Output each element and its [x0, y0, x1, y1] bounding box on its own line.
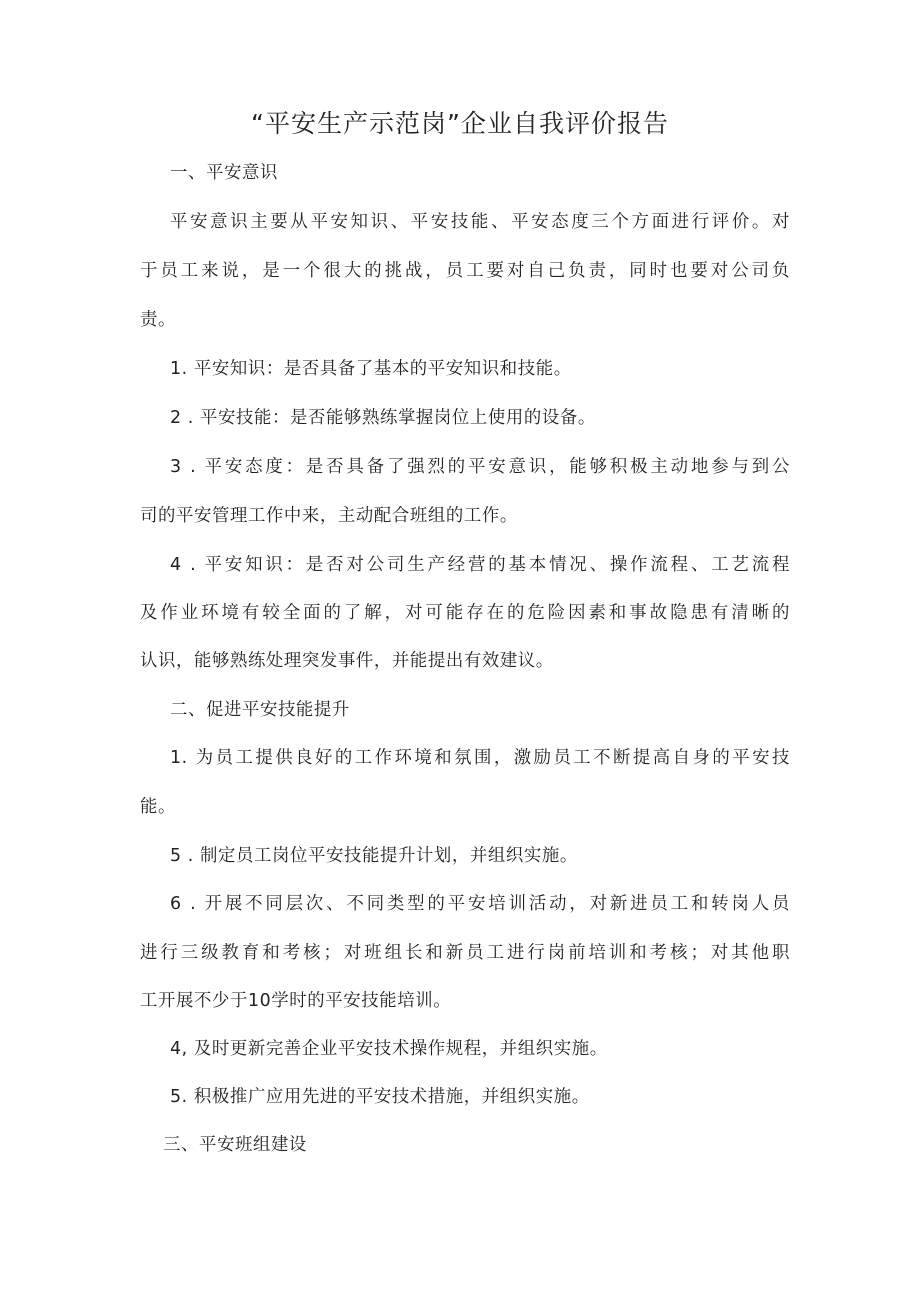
- list-item: 4 . 平安知识：是否对公司生产经营的基本情况、操作流程、工艺流程: [170, 555, 790, 575]
- paragraph-line: 工开展不少于10学时的平安技能培训。: [140, 991, 452, 1011]
- document-title: “平安生产示范岗”企业自我评价报告: [251, 109, 669, 138]
- list-item: 2 . 平安技能：是否能够熟练掌握岗位上使用的设备。: [170, 408, 596, 428]
- list-item: 5. 积极推广应用先进的平安技术措施，并组织实施。: [170, 1087, 590, 1107]
- list-item: 5 . 制定员工岗位平安技能提升计划，并组织实施。: [170, 846, 578, 866]
- paragraph-line: 责。: [140, 310, 176, 330]
- paragraph-line: 于员工来说，是一个很大的挑战，员工要对自己负责，同时也要对公司负: [140, 261, 790, 281]
- paragraph-line: 能。: [140, 797, 176, 817]
- section-heading-2: 二、促进平安技能提升: [170, 700, 350, 720]
- list-item: 1. 平安知识：是否具备了基本的平安知识和技能。: [170, 359, 572, 379]
- list-item: 3 . 平安态度：是否具备了强烈的平安意识，能够积极主动地参与到公: [170, 457, 790, 477]
- section-heading-3: 三、平安班组建设: [163, 1135, 307, 1155]
- paragraph-line: 司的平安管理工作中来，主动配合班组的工作。: [140, 506, 518, 526]
- section-heading-1: 一、平安意识: [170, 163, 278, 183]
- paragraph-line: 进行三级教育和考核；对班组长和新员工进行岗前培训和考核；对其他职: [140, 943, 790, 963]
- paragraph-line: 认识，能够熟练处理突发事件，并能提出有效建议。: [140, 651, 554, 671]
- paragraph-line: 及作业环境有较全面的了解，对可能存在的危险因素和事故隐患有清晰的: [140, 603, 790, 623]
- list-item: 6 . 开展不同层次、不同类型的平安培训活动，对新进员工和转岗人员: [170, 894, 790, 914]
- paragraph-line: 平安意识主要从平安知识、平安技能、平安态度三个方面进行评价。对: [170, 212, 790, 232]
- list-item: 1. 为员工提供良好的工作环境和氛围，激励员工不断提高自身的平安技: [170, 748, 790, 768]
- list-item: 4, 及时更新完善企业平安技术操作规程，并组织实施。: [170, 1039, 608, 1059]
